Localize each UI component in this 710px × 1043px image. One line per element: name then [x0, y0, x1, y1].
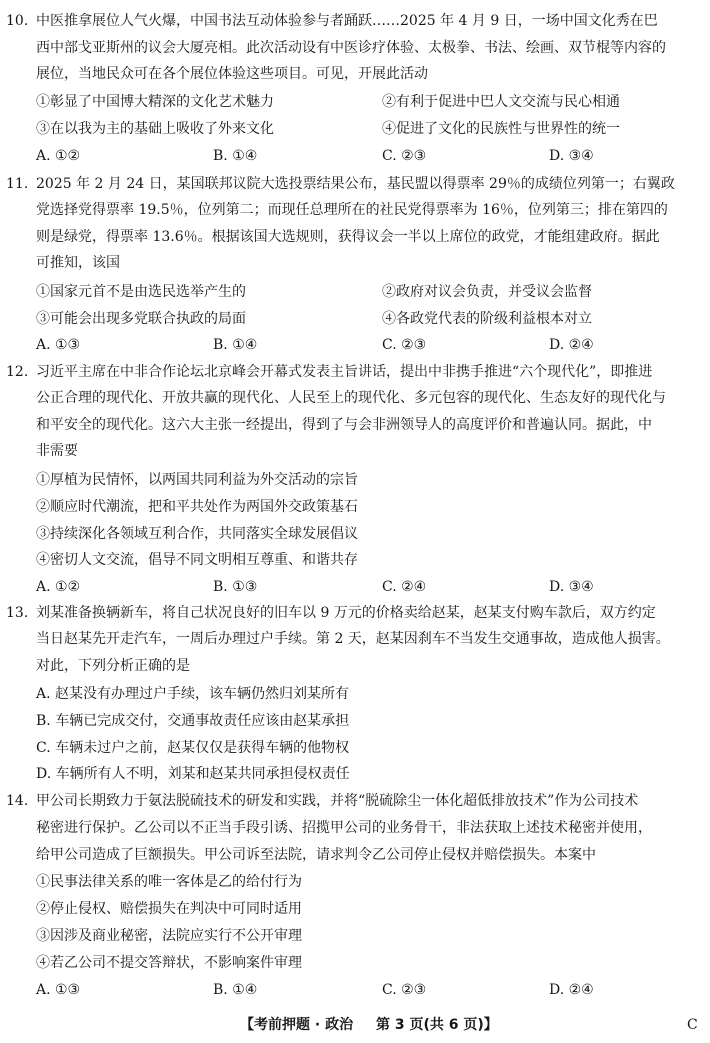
- choice-a: A. ①②: [36, 579, 81, 595]
- choice-c: C. ②③: [382, 337, 427, 353]
- statement-3: ③持续深化各领域互利合作，共同落实全球发展倡议: [36, 526, 358, 542]
- question-stem-line: 和平安全的现代化。这六大主张一经提出，得到了与会非洲领导人的高度评价和普遍认同。据此，中: [36, 417, 652, 433]
- question-stem-line: 则是绿党，得票率 13.6％。根据该国大选规则，获得议会一半以上席位的政党，才能组建政府。据此: [36, 229, 660, 245]
- choice-d: D. ②④: [549, 337, 594, 353]
- choice-b: B. ①④: [213, 148, 258, 164]
- statement-4: ④促进了文化的民族性与世界性的统一: [382, 121, 620, 137]
- statement-2: ②政府对议会负责，并受议会监督: [382, 284, 592, 300]
- question-stem-line: 当日赵某先开走汽车，一周后办理过户手续。第 2 天，赵某因刹车不当发生交通事故，造成他人损害。: [36, 631, 670, 647]
- question-number: 11.: [6, 176, 29, 192]
- question-stem-line: 展位，当地民众可在各个展位体验这些项目。可见，开展此活动: [36, 66, 428, 82]
- choice-b: B. ①④: [213, 337, 258, 353]
- statement-3: ③因涉及商业秘密，法院应实行不公开审理: [36, 928, 302, 944]
- question-stem-line: 给甲公司造成了巨额损失。甲公司诉至法院，请求判令乙公司停止侵权并赔偿损失。本案中: [36, 847, 596, 863]
- statement-4: ④各政党代表的阶级利益根本对立: [382, 311, 592, 327]
- statement-1: ①厚植为民情怀，以两国共同利益为外交活动的宗旨: [36, 472, 358, 488]
- statement-2: ②停止侵权、赔偿损失在判决中可同时适用: [36, 901, 302, 917]
- choice-b: B. ①③: [213, 579, 258, 595]
- question-stem-line: 非需要: [36, 443, 78, 459]
- statement-2: ②顺应时代潮流，把和平共处作为两国外交政策基石: [36, 499, 358, 515]
- choice-c: C. ②③: [382, 982, 427, 998]
- question-stem-line: 中医推拿展位人气火爆，中国书法互动体验参与者踊跃……2025 年 4 月 9 日，一场中国文化秀在巴: [36, 13, 658, 29]
- statement-4: ④若乙公司不提交答辩状，不影响案件审理: [36, 955, 302, 971]
- choice-d: D. ②④: [549, 982, 594, 998]
- question-stem-line: 西中部戈亚斯州的议会大厦亮相。此次活动设有中医诊疗体验、太极拳、书法、绘画、双节棍等内容的: [36, 40, 666, 56]
- question-stem-line: 对此，下列分析正确的是: [36, 658, 190, 674]
- question-number: 12.: [6, 364, 29, 380]
- question-number: 14.: [6, 793, 29, 809]
- question-number: 13.: [6, 605, 29, 621]
- question-stem-line: 习近平主席在中非合作论坛北京峰会开幕式发表主旨讲话，提出中非携手推进“六个现代化”，即推进: [36, 364, 653, 380]
- footer-title: 【考前押题 · 政治: [240, 1017, 354, 1033]
- choice-c: C. 车辆未过户之前，赵某仅仅是获得车辆的他物权: [36, 740, 350, 756]
- question-stem-line: 党选择党得票率 19.5％，位列第二；而现任总理所在的社民党得票率为 16％，位列第三；排在第四的: [36, 202, 668, 218]
- choice-c: C. ②④: [382, 579, 427, 595]
- page-number: 第 3 页(共 6 页)】: [376, 1017, 498, 1033]
- statement-2: ②有利于促进中巴人文交流与民心相通: [382, 94, 620, 110]
- statement-1: ①民事法律关系的唯一客体是乙的给付行为: [36, 874, 302, 890]
- statement-4: ④密切人文交流，倡导不同文明相互尊重、和谐共存: [36, 552, 358, 568]
- choice-a: A. 赵某没有办理过户手续，该车辆仍然归刘某所有: [36, 686, 350, 702]
- statement-3: ③在以我为主的基础上吸收了外来文化: [36, 121, 274, 137]
- question-stem-line: 刘某准备换辆新车，将自己状况良好的旧车以 9 万元的价格卖给赵某，赵某支付购车款后，双方约定: [36, 605, 656, 621]
- question-stem-line: 秘密进行保护。乙公司以不正当手段引诱、招揽甲公司的业务骨干，非法获取上述技术秘密并使用，: [36, 820, 652, 836]
- page-footer: [0, 1013, 710, 1037]
- choice-d: D. ③④: [549, 148, 594, 164]
- choice-a: A. ①③: [36, 337, 81, 353]
- statement-1: ①彰显了中国博大精深的文化艺术魅力: [36, 94, 274, 110]
- choice-b: B. ①④: [213, 982, 258, 998]
- question-stem-line: 甲公司长期致力于氨法脱硫技术的研发和实践，并将“脱硫除尘一体化超低排放技术”作为公司技术: [36, 793, 639, 809]
- question-stem-line: 可推知，该国: [36, 255, 120, 271]
- question-stem-line: 2025 年 2 月 24 日，某国联邦议院大选投票结果公布，基民盟以得票率 29％的成绩位列第一；右翼政: [36, 176, 675, 192]
- statement-3: ③可能会出现多党联合执政的局面: [36, 311, 246, 327]
- question-stem-line: 公正合理的现代化、开放共赢的现代化、人民至上的现代化、多元包容的现代化、生态友好的现代化与: [36, 390, 666, 406]
- question-number: 10.: [6, 13, 29, 29]
- statement-1: ①国家元首不是由选民选举产生的: [36, 284, 246, 300]
- choice-b: B. 车辆已完成交付，交通事故责任应该由赵某承担: [36, 713, 350, 729]
- choice-d: D. ③④: [549, 579, 594, 595]
- choice-a: A. ①②: [36, 148, 81, 164]
- choice-a: A. ①③: [36, 982, 81, 998]
- choice-d: D. 车辆所有人不明，刘某和赵某共同承担侵权责任: [36, 766, 350, 782]
- choice-c: C. ②③: [382, 148, 427, 164]
- paper-version-code: C: [687, 1017, 698, 1033]
